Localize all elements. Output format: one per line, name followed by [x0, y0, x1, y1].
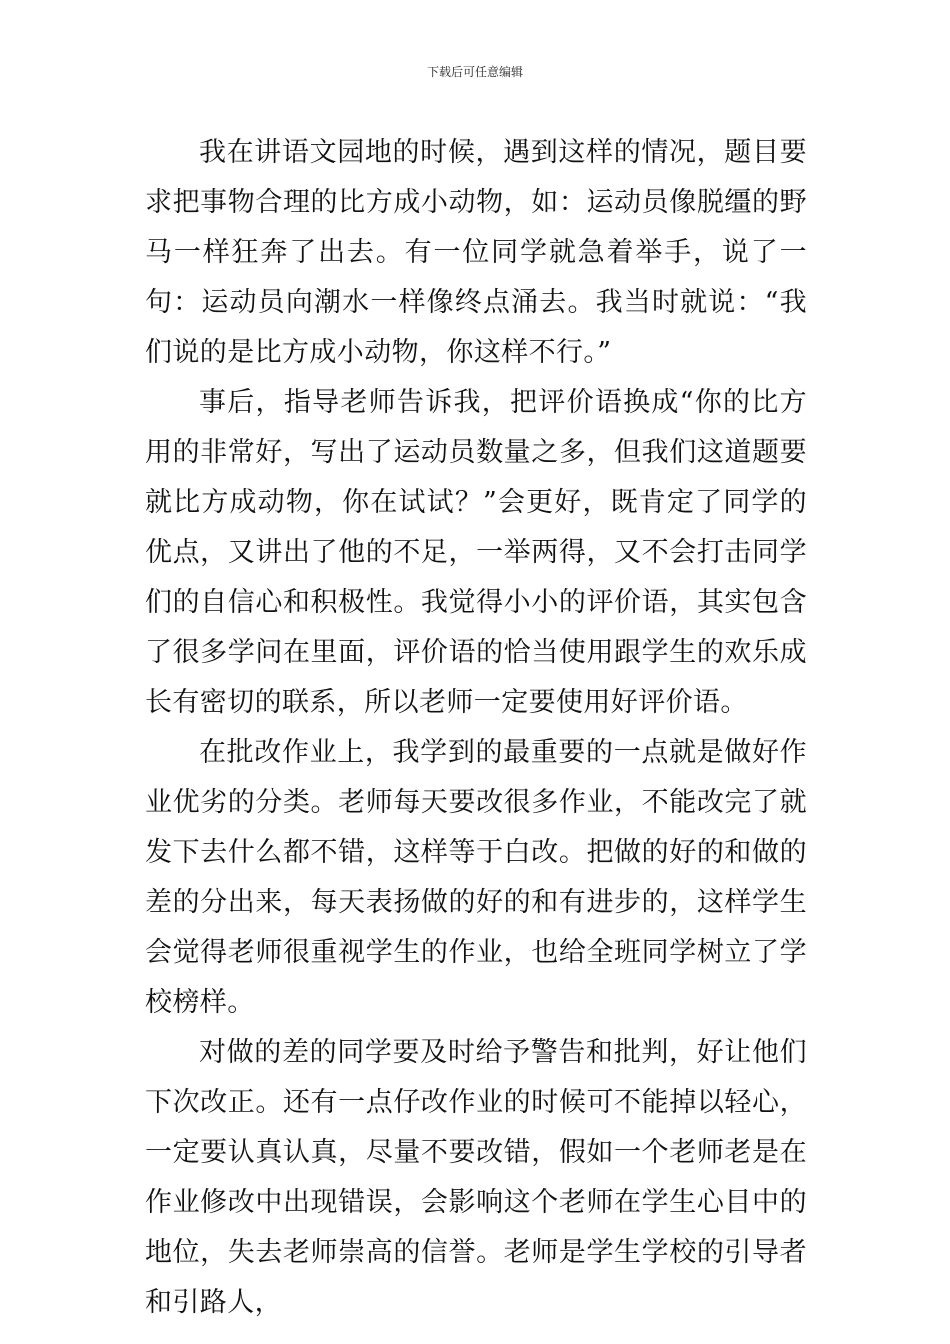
paragraph-2: 事后，指导老师告诉我，把评价语换成“你的比方用的非常好，写出了运动员数量之多，但我们这道题要就比方成动物，你在试试？”会更好，既肯定了同学的优点，又讲出了他的不足，一举两得，又不会打击同学们的自信心和积极性。我觉得小小的评价语，其实包含了很多学问在里面，评价语的恰当使用跟学生的欢乐成长有密切的联系，所以老师一定要使用好评价语。 [145, 387, 807, 718]
paragraph-3: 在批改作业上，我学到的最重要的一点就是做好作业优劣的分类。老师每天要改很多作业，不能改完了就发下去什么都不错，这样等于白改。把做的好的和做的差的分出来，每天表扬做的好的和有进步的，这样学生会觉得老师很重视学生的作业，也给全班同学树立了学校榜样。 [145, 737, 807, 1018]
paragraph-1: 我在讲语文园地的时候，遇到这样的情况，题目要求把事物合理的比方成小动物，如：运动员像脱缰的野马一样狂奔了出去。有一位同学就急着举手，说了一句：运动员向潮水一样像终点涌去。我当时就说：“我们说的是比方成小动物，你这样不行。” [145, 137, 807, 368]
page-header: 下载后可任意编辑 [426, 65, 523, 79]
document-body [145, 128, 807, 1328]
paragraph-4: 对做的差的同学要及时给予警告和批判，好让他们下次改正。还有一点仔改作业的时候可不能掉以轻心，一定要认真认真，尽量不要改错，假如一个老师老是在作业修改中出现错误，会影响这个老师在学生心目中的地位，失去老师崇高的信誉。老师是学生学校的引导者和引路人， [145, 1037, 807, 1318]
